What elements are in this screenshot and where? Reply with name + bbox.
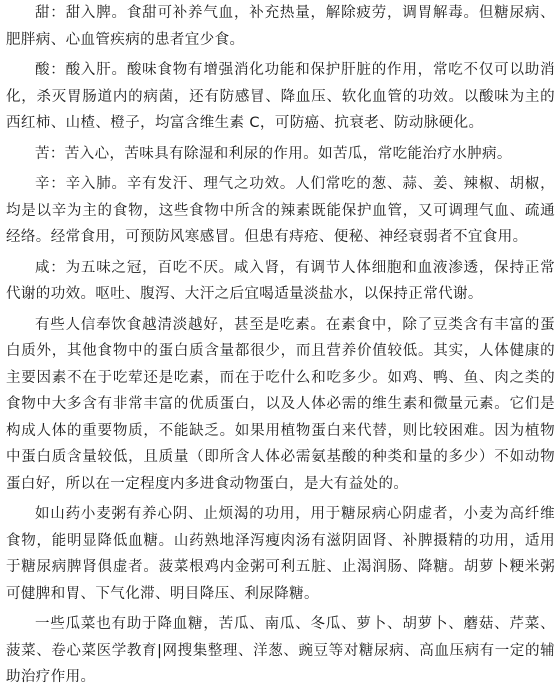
paragraph-bitter: 苦：苦入心，苦味具有除湿和利尿的作用。如苦瓜，常吃能治疗水肿病。 bbox=[35, 145, 512, 162]
paragraph-sour: 酸：酸入肝。酸味食物有增强消化功能和保护肝脏的作用，常吃不仅可以助消化，杀灭胃肠道内的病菌，还有防感冒、降血压、软化血管的功效。以酸味为主的西红柿、山楂、橙子，均富含维生素 C，可防癌、抗衰老、防动脉硬化。 bbox=[6, 62, 555, 131]
paragraph-vegetables: 一些瓜菜也有助于降血糖，苦瓜、南瓜、冬瓜、萝卜、胡萝卜、蘑菇、芹菜、菠菜、卷心菜医学教育|网搜集整理、洋葱、豌豆等对糖尿病、高血压病有一定的辅助治疗作用。 bbox=[6, 616, 555, 685]
paragraph-pungent: 辛：辛入肺。辛有发汗、理气之功效。人们常吃的葱、蒜、姜、辣椒、胡椒，均是以辛为主的食物，这些食物中所含的辣素既能保护血管，又可调理气血、疏通经络。经常食用，可预防风寒感冒。但患有痔疮、便秘、神经衰弱者不宜食用。 bbox=[6, 176, 555, 245]
paragraph-sweet: 甜：甜入脾。食甜可补养气血，补充热量，解除疲劳，调胃解毒。但糖尿病、肥胖病、心血管疾病的患者宜少食。 bbox=[6, 5, 555, 48]
paragraph-salty: 咸：为五味之冠，百吃不厌。咸入肾，有调节人体细胞和血液渗透，保持正常代谢的功效。呕吐、腹泻、大汗之后宜喝适量淡盐水，以保持正常代谢。 bbox=[6, 259, 555, 302]
paragraph-porridge: 如山药小麦粥有养心阴、止烦渴的功用，用于糖尿病心阴虚者，小麦为高纤维食物，能明显降低血糖。山药熟地泽泻瘦肉汤有滋阴固肾、补脾摄精的功用，适用于糖尿病脾肾俱虚者。菠菜根鸡内金粥可利五脏、止渴润肠、降糖。胡萝卜粳米粥可健脾和胃、下气化滞、明目降压、利尿降糖。 bbox=[6, 506, 555, 602]
paragraph-vegetarian: 有些人信奉饮食越清淡越好，甚至是吃素。在素食中，除了豆类含有丰富的蛋白质外，其他食物中的蛋白质含量都很少，而且营养价值较低。其实，人体健康的主要因素不在于吃荤还是吃素，而在于吃什么和吃多少。如鸡、鸭、鱼、肉之类的食物中大多含有非常丰富的优质蛋白，以及人体必需的维生素和微量元素。它们是构成人体的重要物质，不能缺乏。如果用植物蛋白来代替，则比较困难。因为植物中蛋白质含量较低，且质量（即所含人体必需氨基酸的种类和量的多少）不如动物蛋白好，所以在一定程度内多进食动物蛋白，是大有益处的。 bbox=[6, 316, 555, 492]
article-text bbox=[6, 0, 555, 691]
